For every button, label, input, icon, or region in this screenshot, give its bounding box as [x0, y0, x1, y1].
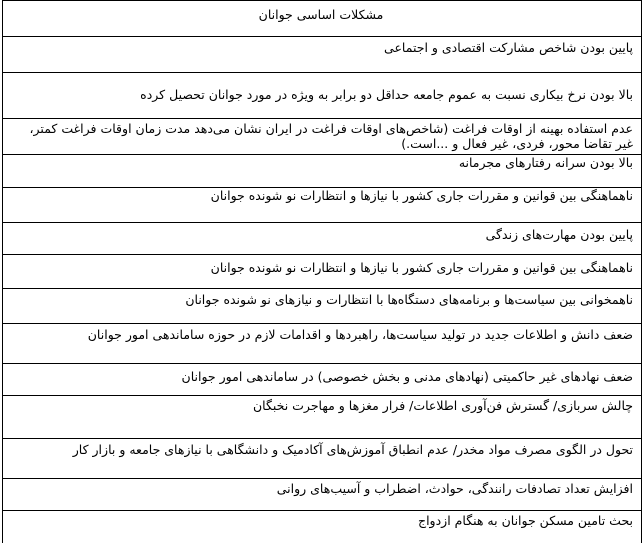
- problems-table: [2, 0, 642, 543]
- table-row: بالا بودن سرانه رفتارهای مجرمانه: [3, 155, 641, 188]
- table-row: ناهماهنگی بین قوانین و مقررات جاری کشور با نیازها و انتظارات نو شونده جوانان: [3, 188, 641, 223]
- table-row: پایین بودن شاخص مشارکت اقتصادی و اجتماعی: [3, 37, 641, 73]
- table-row: چالش سربازی/ گسترش فن‌آوری اطلاعات/ فرار مغزها و مهاجرت نخبگان: [3, 396, 641, 439]
- table-row: بالا بودن نرخ بیکاری نسبت به عموم جامعه حداقل دو برابر به ویژه در مورد جوانان تحصیل کرده: [3, 73, 641, 119]
- table-row: عدم استفاده بهینه از اوقات فراغت (شاخص‌های اوقات فراغت در ایران نشان می‌دهد مدت زمان اوقات فراغت کمتر، غیر تقاضا محور، فردی، غیر فعال و ...است.): [3, 119, 641, 155]
- table-row: ضعف نهادهای غیر حاکمیتی (نهادهای مدنی و بخش خصوصی) در ساماندهی امور جوانان: [3, 364, 641, 396]
- table-row: ناهمخوانی بین سیاست‌ها و برنامه‌های دستگاه‌ها با انتظارات و نیازهای نو شونده جوانان: [3, 289, 641, 324]
- table-row: ناهماهنگی بین قوانین و مقررات جاری کشور با نیازها و انتظارات نو شونده جوانان: [3, 255, 641, 289]
- table-row: ضعف دانش و اطلاعات جدید در تولید سیاست‌ها، راهبردها و اقدامات لازم در حوزه ساماندهی امور جوانان: [3, 324, 641, 364]
- table-row: افزایش تعداد تصادفات رانندگی، حوادث، اضطراب و آسیب‌های روانی: [3, 479, 641, 511]
- table-row: تحول در الگوی مصرف مواد مخدر/ عدم انطباق آموزش‌های آکادمیک و دانشگاهی با نیازهای جامعه و بازار کار: [3, 439, 641, 479]
- table-header: مشکلات اساسی جوانان: [3, 1, 641, 37]
- table-row: پایین بودن مهارت‌های زندگی: [3, 223, 641, 255]
- table-row: بحث تامین مسکن جوانان به هنگام ازدواج: [418, 513, 633, 528]
